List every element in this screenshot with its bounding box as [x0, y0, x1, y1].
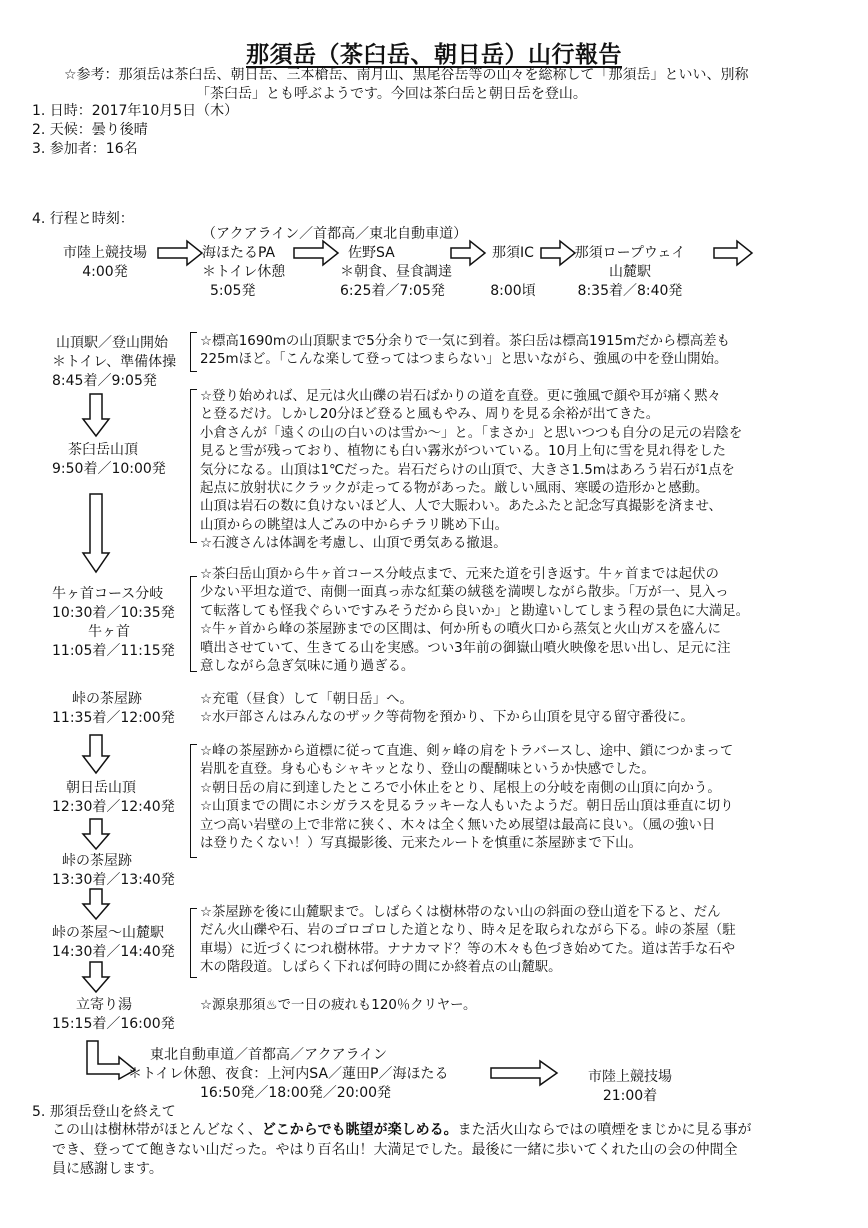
arrow-right-icon [713, 240, 753, 266]
station-nasu-ic: 那須IC 8:00頃 [490, 245, 536, 299]
brace [190, 389, 197, 543]
brace [190, 576, 197, 672]
return-stops: ＊トイレ休憩、夜食：上河内SA／蓮田P／海ほたる [128, 1066, 449, 1082]
stage-toge-chaya-1: 峠の茶屋跡 11:35着／12:00発 [52, 691, 175, 726]
return-via: 東北自動車道／首都高／アクアライン [150, 1047, 388, 1063]
reference-line-2: 「茶臼岳」とも呼ぶようです。今回は茶臼岳と朝日岳を登山。 [196, 86, 587, 102]
arrow-down-icon [82, 818, 110, 850]
arrow-right-icon [540, 240, 576, 266]
conclusion-body: この山は樹林帯がほとんどなく、どこからでも眺望が楽しめる。また活火山ならではの噴煙をまじかに見る事が でき、登ってて飽きない山だった。やはり百名山！大満足でした。最後に一緒に歩いてくれた山の会の仲間全 員に感謝します。 [52, 1122, 752, 1177]
stage-asahi-summit: 朝日岳山頂 12:30着／12:40発 [52, 780, 175, 815]
stage-chausu-summit: 茶臼岳山頂 9:50着／10:00発 [52, 442, 166, 477]
brace [190, 332, 197, 372]
arrow-down-icon [82, 393, 110, 437]
arrow-down-icon [82, 888, 110, 920]
station-ropeway: 那須ロープウェイ 山麓駅 8:35着／8:40発 [574, 245, 686, 299]
stage-chausu-summit-notes: ☆登り始めれば、足元は火山礫の岩石ばかりの道を直登。更に強風で顔や耳が痛く黙々 と登るだけ。しかし20分ほど登ると風もやみ、周りを見る余裕が出てきた。 小倉さんが「遠くの山の白いのは雪か～」と。「まさか」と思いつつも自分の足元の岩陰を 見ると雪が残っており、植物にも白い霧氷がついている。10月上旬に雪を見れ得をした 気分になる。山頂は1℃だった。岩石だらけの山頂で、大きさ1.5mはあろう岩石が1点を 起点に放射状にクラックが走ってる物があった。厳しい風雨、寒暖の造形かと感動。 山頂は岩石の数に負けないほど人、人で大賑わい。あたふたと記念写真撮影を済ませ、 山頂からの眺望は人ごみの中からチラリ眺め下山。 ☆石渡さんは体調を考慮し、山頂で勇気ある撤退。 [200, 389, 743, 552]
arrow-down-icon [82, 493, 110, 573]
stage-toge-chaya-1-notes: ☆充電（昼食）して「朝日岳」へ。 ☆水戸部さんはみんなのザック等荷物を預かり、下から山頂を見守る留守番役に。 [200, 692, 694, 726]
route-via: （アクアライン／首都高／東北自動車道） [202, 226, 468, 242]
stage-ushigakubi: 牛ヶ首コース分岐 10:30着／10:35発 牛ヶ首 11:05着／11:15発 [52, 586, 175, 659]
page-title: 那須岳（茶臼岳、朝日岳）山行報告 [246, 42, 622, 68]
stage-ushigakubi-notes: ☆茶臼岳山頂から牛ヶ首コース分岐点まで、元来た道を引き返す。牛ヶ首までは起伏の 少ない平坦な道で、南側一面真っ赤な紅葉の絨毯を満喫しながら散歩。「万が一、見入っ て転落しても怪我ぐらいですみそうだから良いか」と勘違いしてしまう程の景色に大満足。 ☆牛ヶ首から峰の茶屋跡までの区間は、何か所もの噴火口から蒸気と火山ガスを盛んに 噴出させていて、生きてる山を実感。つい3年前の御嶽山噴火映像を思い出し、足元に注 意しながら急ぎ気味に通り過ぎる。 [200, 567, 750, 675]
stage-hot-spring-notes: ☆源泉那須♨で一日の疲れも120％クリヤー。 [200, 998, 477, 1013]
stage-summit-station-notes: ☆標高1690mの山頂駅まで5分余りで一気に到着。茶臼岳は標高1915mだから標高差も 225mほど。「こんな楽して登ってはつまらない」と思いながら、強風の中を登山開始。 [200, 334, 730, 368]
reference-line-1: ☆参考：那須岳は茶臼岳、朝日岳、三本槍岳、南月山、黒尾谷岳等の山々を総称して「那須岳」といい、別称 [64, 67, 749, 83]
info-weather: 2. 天候：曇り後晴 [32, 122, 148, 138]
stage-hot-spring: 立寄り湯 15:15着／16:00発 [52, 997, 175, 1032]
arrow-right-icon [450, 240, 486, 266]
stage-asahi-summit-notes: ☆峰の茶屋跡から道標に従って直進、剣ヶ峰の肩をトラバースし、途中、鎖につかまって 岩肌を直登。身も心もシャキッとなり、登山の醍醐味というか快感でした。 ☆朝日岳の肩に到達したところで小休止をとり、尾根上の分岐を南側の山頂に向かう。 ☆山頂までの間にホシガラスを見るラッキーな人もいたようだ。朝日岳山頂は垂直に切り 立つ高い岩壁の上で非常に狭く、木々は全く無いため展望は最高に良い。（風の強い日 は登りたくない！）写真撮影後、元来たルートを慎重に茶屋跡まで下山。 [200, 744, 734, 852]
arrow-right-icon [293, 240, 339, 266]
stage-chaya-to-base: 峠の茶屋～山麓駅 14:30着／14:40発 [52, 925, 175, 960]
brace [190, 908, 197, 978]
info-date: 1. 日時：2017年10月5日（木） [32, 103, 239, 119]
station-city-stadium: 市陸上競技場 4:00発 [63, 245, 147, 280]
stage-chaya-to-base-notes: ☆茶屋跡を後に山麓駅まで。しばらくは樹林帯のない山の斜面の登山道を下ると、だん だん火山礫や石、岩のゴロゴロした道となり、時々足を取られながら下る。峠の茶屋（駐 車場）に近づくにつれ樹林帯。ナナカマド？等の木々も色づき始めてた。道は苦手な石や 木の階段道。しばらく下れば何時の間にか終着点の山麓駅。 [200, 905, 736, 976]
return-destination: 市陸上競技場 21:00着 [588, 1069, 672, 1104]
arrow-right-icon [490, 1060, 558, 1086]
arrow-down-icon [82, 734, 110, 774]
itinerary-heading: 4. 行程と時刻： [32, 211, 134, 227]
arrow-down-icon [82, 961, 110, 993]
info-participants: 3. 参加者：16名 [32, 141, 138, 157]
station-umihotaru: 海ほたるPA ＊トイレ休憩 5:05発 [202, 245, 286, 299]
stage-toge-chaya-2: 峠の茶屋跡 13:30着／13:40発 [52, 853, 175, 888]
conclusion-heading: 5. 那須岳登山を終えて [32, 1104, 176, 1120]
return-times: 16:50発／18:00発／20:00発 [200, 1085, 392, 1101]
station-sano-sa: 佐野SA ＊朝食、昼食調達 6:25着／7:05発 [340, 245, 452, 299]
arrow-right-icon [157, 240, 203, 266]
stage-summit-station: 山頂駅／登山開始 ＊トイレ、準備体操 8:45着／9:05発 [52, 335, 177, 389]
brace [190, 744, 197, 858]
